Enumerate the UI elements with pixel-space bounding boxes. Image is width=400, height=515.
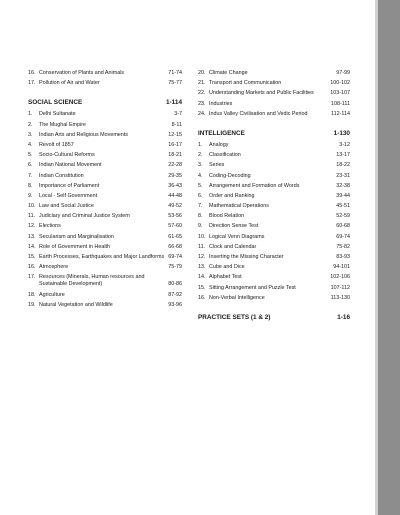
toc-entry xyxy=(28,142,182,149)
toc-entry xyxy=(28,302,182,309)
entry-number: 3. xyxy=(198,162,203,169)
section-pages: 1-114 xyxy=(166,99,182,107)
entry-number: 12. xyxy=(198,254,206,260)
section-title: SOCIAL SCIENCE xyxy=(28,99,83,107)
toc-entry xyxy=(28,173,182,180)
entry-number: 4. xyxy=(198,172,203,179)
entry-title: Mathematical Operations xyxy=(209,203,269,210)
entry-title: Natural Vegetation and Wildlife xyxy=(39,301,113,308)
toc-entry xyxy=(198,274,350,281)
entry-title: Revolt of 1857 xyxy=(39,141,74,148)
toc-entry xyxy=(198,223,350,230)
entry-pages: 75-82 xyxy=(336,243,350,250)
toc-entry xyxy=(198,111,350,118)
entry-title: Resources (Minerals, Human resources and Sustainable Development) xyxy=(39,274,145,288)
entry-pages: 13-17 xyxy=(336,152,350,159)
toc-entry xyxy=(28,223,182,230)
entry-number: 6. xyxy=(28,162,33,169)
entry-pages: 3-12 xyxy=(339,141,350,148)
entry-title: Earth Processes, Earthquakes and Major Landforms xyxy=(39,254,165,260)
toc-entry xyxy=(28,122,182,129)
social-science-heading xyxy=(28,99,182,107)
entry-pages: 22-28 xyxy=(168,162,182,169)
entry-title: Direction Sense Test xyxy=(209,223,259,230)
toc-entry xyxy=(198,101,350,108)
toc-entry xyxy=(198,295,350,302)
entry-pages: 16-17 xyxy=(168,141,182,148)
entry-number: 8. xyxy=(198,213,203,220)
toc-entry xyxy=(28,80,182,87)
entry-title: Understanding Markets and Public Facilities xyxy=(209,90,314,97)
toc-entry xyxy=(198,264,350,271)
toc-entry xyxy=(28,203,182,210)
entry-title: Classification xyxy=(209,152,241,159)
entry-number: 21. xyxy=(198,80,206,87)
entry-title: Indus Valley Civilisation and Vedic Period xyxy=(209,110,308,117)
entry-pages: 113-130 xyxy=(330,294,350,301)
entry-number: 10. xyxy=(198,233,206,240)
toc-entry xyxy=(198,244,350,251)
toc-entry xyxy=(198,213,350,220)
entry-number: 16. xyxy=(28,70,36,76)
entry-pages: 103-107 xyxy=(330,90,350,97)
entry-number: 15. xyxy=(28,254,36,260)
entry-pages: 39-44 xyxy=(336,192,350,199)
entry-title: Indian Arts and Religious Movements xyxy=(39,131,128,138)
entry-pages: 107-112 xyxy=(330,284,350,291)
entry-number: 2. xyxy=(198,152,203,159)
toc-entry xyxy=(28,234,182,241)
entry-title: Indian Constitution xyxy=(39,172,84,179)
entry-number: 11. xyxy=(198,243,206,250)
section-pages: 1-130 xyxy=(333,129,350,137)
entry-number: 5. xyxy=(198,182,203,189)
entry-number: 17. xyxy=(28,80,36,87)
entry-title: Law and Social Justice xyxy=(39,203,94,210)
entry-pages: 80-86 xyxy=(168,281,182,288)
page-side-strip xyxy=(378,0,400,515)
entry-pages: 112-114 xyxy=(331,110,350,117)
entry-pages: 94-101 xyxy=(333,264,350,271)
toc-entry xyxy=(198,162,350,169)
entry-title: Atmosphere xyxy=(39,264,69,271)
entry-number: 14. xyxy=(198,274,206,281)
entry-number: 24. xyxy=(198,110,206,117)
toc-entry xyxy=(198,90,350,97)
intelligence-list xyxy=(198,142,350,302)
toc-entry xyxy=(198,173,350,180)
toc-entry xyxy=(28,70,182,77)
toc-entry xyxy=(28,193,182,200)
entry-pages: 49-52 xyxy=(168,203,182,210)
toc-entry xyxy=(198,142,350,149)
entry-number: 16. xyxy=(28,264,36,271)
entry-number: 17. xyxy=(28,274,36,281)
entry-title: Logical Venn Diagrams xyxy=(209,233,265,240)
entry-title: Importance of Parliament xyxy=(39,182,100,189)
toc-entry xyxy=(28,264,182,271)
entry-title: Clock and Calendar xyxy=(209,243,257,250)
toc-entry xyxy=(28,162,182,169)
toc-entry xyxy=(198,152,350,159)
entry-pages: 57-60 xyxy=(168,223,182,230)
entry-number: 5. xyxy=(28,152,33,159)
entry-number: 10. xyxy=(28,203,36,210)
entry-title: Series xyxy=(209,162,225,169)
entry-number: 22. xyxy=(198,90,206,97)
practice-sets-heading xyxy=(198,314,350,322)
section-title: INTELLIGENCE xyxy=(198,129,245,137)
toc-entry xyxy=(28,292,182,299)
entry-title: Climate Change xyxy=(209,70,248,76)
entry-pages: 102-106 xyxy=(330,274,350,281)
toc-entry xyxy=(28,152,182,159)
entry-title: Indian National Movement xyxy=(39,162,102,169)
entry-pages: 75-77 xyxy=(168,80,182,87)
social-science-continued-list xyxy=(198,70,350,118)
toc-entry xyxy=(28,244,182,251)
entry-pages: 36-43 xyxy=(168,182,182,189)
entry-pages: 53-56 xyxy=(168,213,182,220)
entry-number: 3. xyxy=(28,131,33,138)
toc-entry xyxy=(28,183,182,190)
entry-title: Judiciary and Criminal Justice System xyxy=(39,213,130,220)
intelligence-heading xyxy=(198,130,350,138)
entry-pages: 71-74 xyxy=(168,70,182,76)
entry-title: Local - Self Government xyxy=(39,192,98,199)
toc-entry xyxy=(198,183,350,190)
entry-title: Non-Verbal Intelligence xyxy=(209,294,265,301)
toc-entry xyxy=(198,203,350,210)
toc-entry xyxy=(198,70,350,77)
toc-entry xyxy=(28,111,182,118)
entry-pages: 83-93 xyxy=(336,254,350,260)
entry-title: The Mughal Empire xyxy=(39,121,87,128)
entry-pages: 87-92 xyxy=(168,291,182,298)
entry-number: 4. xyxy=(28,141,33,148)
entry-title: Role of Government in Health xyxy=(39,243,111,250)
entry-number: 20. xyxy=(198,70,206,76)
entry-title: Blood Relation xyxy=(209,213,245,220)
social-science-list xyxy=(28,111,182,308)
entry-pages: 12-15 xyxy=(168,131,182,138)
entry-title: Inserting the Missing Character xyxy=(209,254,284,260)
toc-entry xyxy=(198,80,350,87)
entry-number: 15. xyxy=(198,284,206,291)
entry-number: 8. xyxy=(28,182,33,189)
entry-number: 7. xyxy=(198,203,203,210)
entry-pages: 29-35 xyxy=(168,172,182,179)
entry-title: Arrangement and Formation of Words xyxy=(209,182,300,189)
entry-pages: 108-111 xyxy=(331,100,350,107)
entry-title: Socio-Cultural Reforms xyxy=(39,152,95,159)
entry-pages: 3-7 xyxy=(174,111,182,118)
entry-title: Industries xyxy=(209,100,233,107)
entry-number: 7. xyxy=(28,172,33,179)
entry-title: Agriculture xyxy=(39,291,65,298)
entry-title: Cube and Dice xyxy=(209,264,245,271)
toc-entry xyxy=(28,274,182,288)
entry-title: Transport and Communication xyxy=(209,80,282,87)
entry-number: 13. xyxy=(198,264,206,271)
toc-entry xyxy=(198,285,350,292)
toc-entry xyxy=(28,132,182,139)
entry-title: Alphabet Test xyxy=(209,274,242,281)
entry-number: 13. xyxy=(28,233,36,240)
entry-pages: 52-59 xyxy=(336,213,350,220)
entry-number: 14. xyxy=(28,243,36,250)
toc-right-column xyxy=(198,70,350,326)
entry-number: 9. xyxy=(198,223,203,230)
entry-number: 18. xyxy=(28,291,36,298)
entry-number: 9. xyxy=(28,192,33,199)
entry-number: 11. xyxy=(28,213,36,220)
entry-number: 19. xyxy=(28,301,36,308)
toc-left-column xyxy=(28,70,182,312)
entry-pages: 23-31 xyxy=(336,172,350,179)
section-pages: 1-16 xyxy=(337,313,350,321)
entry-pages: 66-68 xyxy=(168,243,182,250)
science-continued-list xyxy=(28,70,182,87)
entry-pages: 100-102 xyxy=(330,80,350,87)
entry-title: Delhi Sultanate xyxy=(39,111,76,118)
entry-number: 6. xyxy=(198,192,203,199)
toc-entry xyxy=(28,254,182,261)
entry-pages: 61-65 xyxy=(168,233,182,240)
entry-pages: 69-74 xyxy=(168,254,182,260)
entry-title: Coding-Decoding xyxy=(209,172,251,179)
entry-pages: 45-51 xyxy=(336,203,350,210)
entry-pages: 93-96 xyxy=(168,301,182,308)
entry-number: 16. xyxy=(198,294,206,301)
entry-pages: 69-74 xyxy=(336,233,350,240)
entry-number: 1. xyxy=(198,141,203,148)
entry-pages: 60-68 xyxy=(336,223,350,230)
entry-title: Elections xyxy=(39,223,61,230)
entry-title: Secularism and Marginalisation xyxy=(39,233,114,240)
toc-entry xyxy=(28,213,182,220)
entry-title: Sitting Arrangement and Puzzle Test xyxy=(209,284,296,291)
entry-title: Conservation of Plants and Animals xyxy=(39,70,125,76)
entry-pages: 75-79 xyxy=(168,264,182,271)
entry-number: 12. xyxy=(28,223,36,230)
entry-number: 1. xyxy=(28,111,33,118)
section-title: PRACTICE SETS (1 & 2) xyxy=(198,313,271,321)
entry-pages: 44-48 xyxy=(168,192,182,199)
toc-entry xyxy=(198,254,350,261)
entry-pages: 32-38 xyxy=(336,182,350,189)
entry-title: Order and Ranking xyxy=(209,192,255,199)
toc-entry xyxy=(198,234,350,241)
toc-entry xyxy=(198,193,350,200)
entry-pages: 97-99 xyxy=(336,70,350,76)
entry-title: Pollution of Air and Water xyxy=(39,80,100,87)
entry-number: 23. xyxy=(198,100,206,107)
entry-pages: 18-21 xyxy=(168,152,182,159)
entry-pages: 18-22 xyxy=(336,162,350,169)
entry-pages: 8-11 xyxy=(171,121,182,128)
entry-number: 2. xyxy=(28,121,33,128)
entry-title: Analogy xyxy=(209,141,229,148)
